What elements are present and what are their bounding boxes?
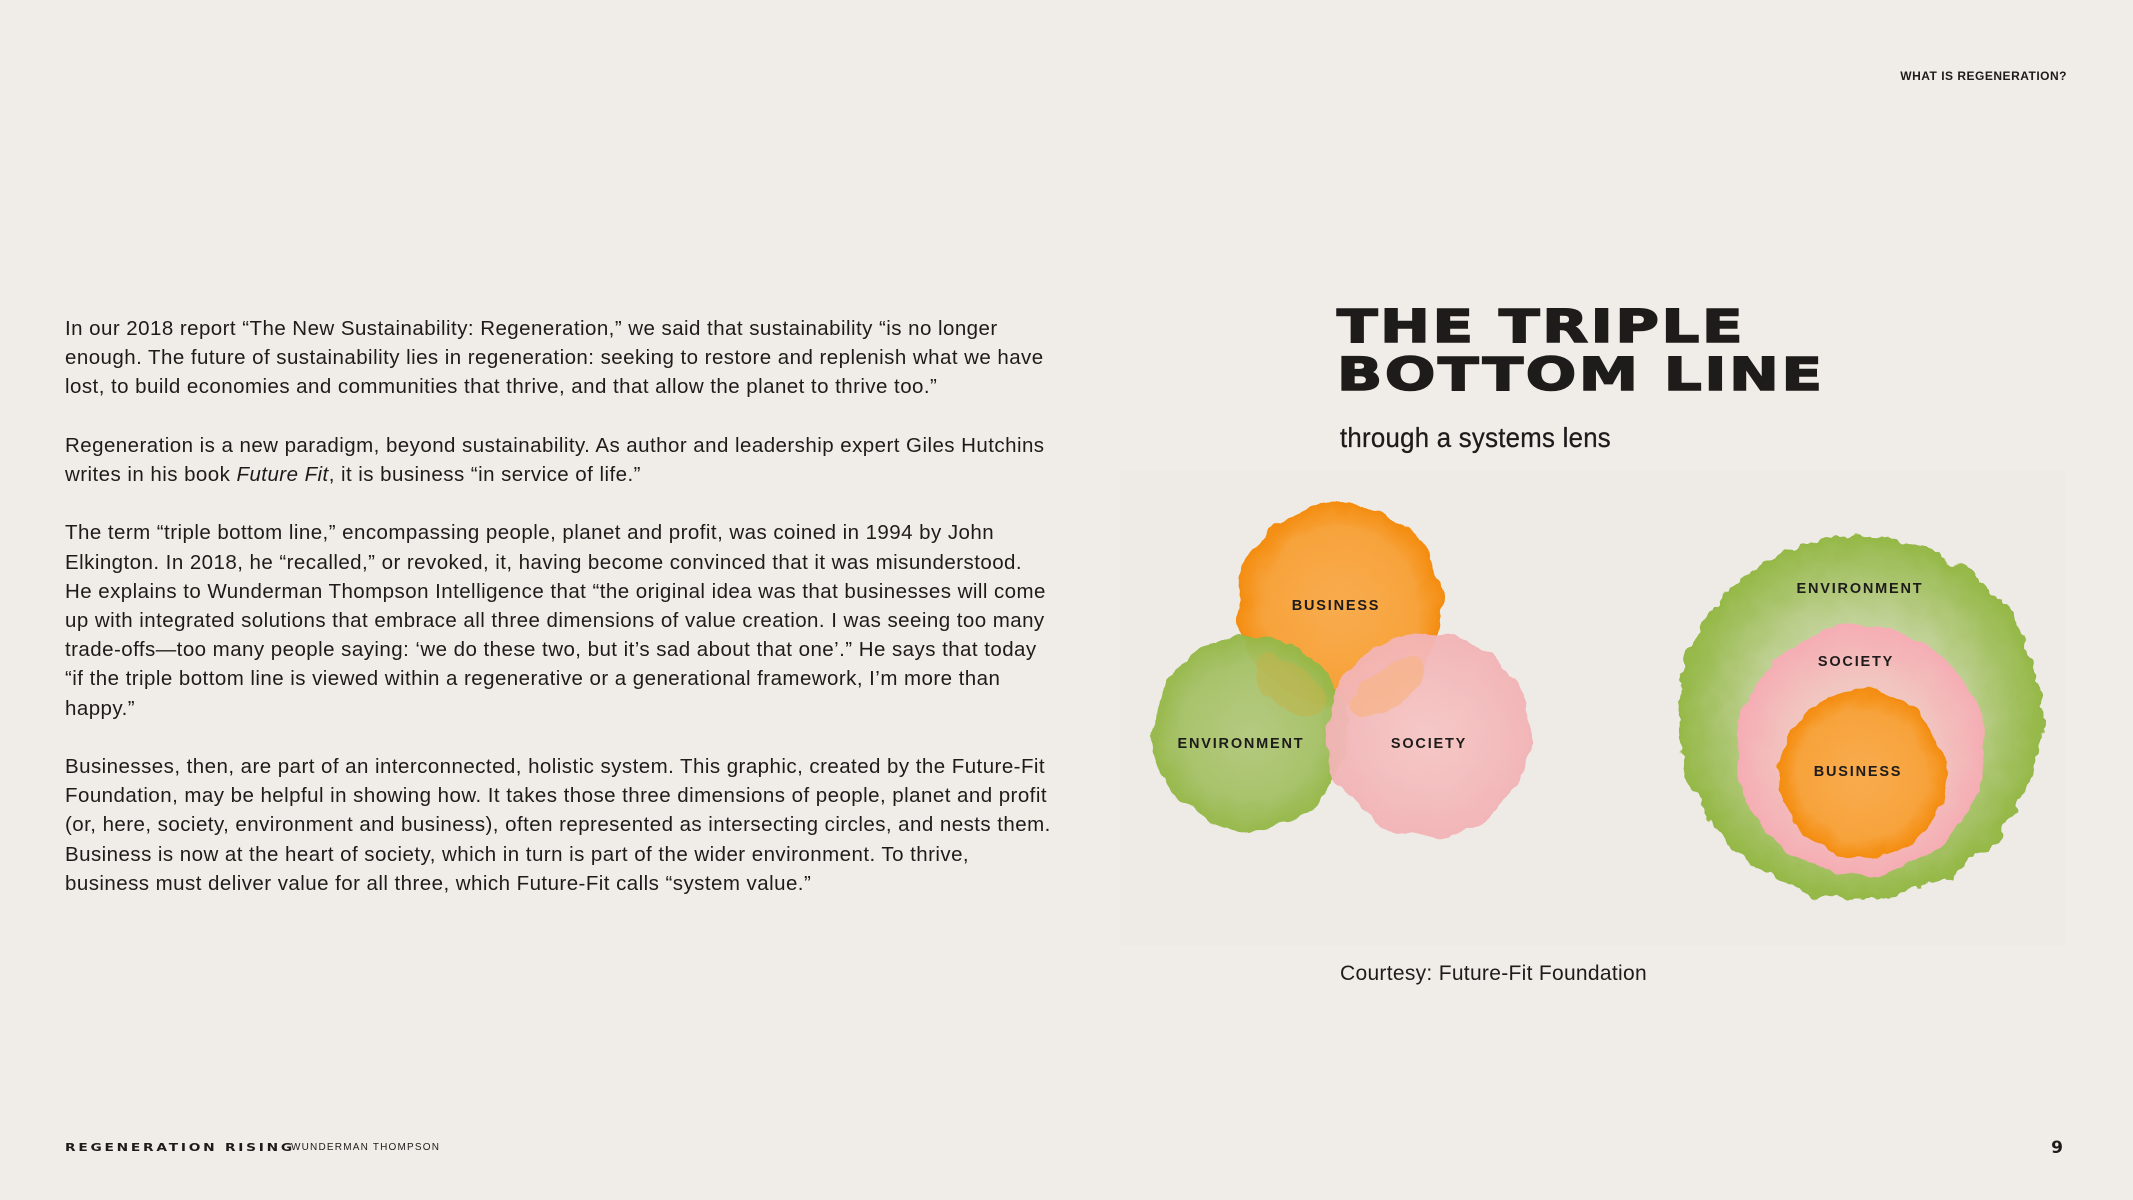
venn-diagram [1153,503,1530,837]
figure-title-line-1: THE TRIPLE [1337,300,1746,353]
venn-business-label: BUSINESS [1291,598,1381,614]
figure-title-line-2: BOTTOM LINE [1337,348,1825,401]
book-title: Future Fit [236,463,329,486]
figure-subtitle: through a systems lens [1340,422,1611,453]
nested-society-label: SOCIETY [1817,654,1895,670]
footer-brand: REGENERATION RISING [65,1141,295,1154]
figure-title [1337,300,1825,401]
venn-environment-circle [1153,635,1347,829]
paragraph-2-text-end: , it is business “in service of life.” [328,463,641,486]
figure-caption: Courtesy: Future-Fit Foundation [1340,962,1647,985]
section-label: WHAT IS REGENERATION? [1900,69,2067,83]
footer-org: WUNDERMAN THOMPSON [291,1142,441,1153]
nested-business-label: BUSINESS [1813,764,1903,780]
nested-diagram [1678,535,2042,899]
paragraph-2-text: Regeneration is a new paradigm, beyond sustainability. As author and leadership expert Giles Hutchins writes in his book [65,433,1045,486]
venn-society-label: SOCIETY [1390,736,1468,752]
paragraph-3: The term “triple bottom line,” encompassing people, planet and profit, was coined in 1994 by John Elkington. In 2018, he “recalled,” or revoked, it, having become convinced that it was misunderstood. He explains to Wunderman Thompson Intelligence that “the original idea was that businesses will come up with integrated solutions that embrace all three dimensions of value creation. I was seeing too many trade-offs—too many people saying: ‘we do these two, but it’s sad about that one’.” He says that today “if the triple bottom line is viewed within a regenerative or a generational framework, I’m more than happy.” [65,521,1046,720]
triple-bottom-line-diagram [1120,470,2065,945]
paragraph-2 [65,431,1055,489]
venn-society-circle [1326,633,1530,837]
nested-environment-label: ENVIRONMENT [1796,581,1924,597]
diagram-svg [1120,470,2065,945]
venn-environment-label: ENVIRONMENT [1177,736,1305,752]
body-text [65,314,1055,927]
page-number: 9 [2051,1138,2063,1158]
paragraph-1: In our 2018 report “The New Sustainability: Regeneration,” we said that sustainability “is no longer enough. The future of sustainability lies in regeneration: seeking to restore and replenish what we have lost, to build economies and communities that thrive, and that allow the planet to thrive too.” [65,317,1044,399]
paragraph-4: Businesses, then, are part of an interconnected, holistic system. This graphic, created by the Future-Fit Foundation, may be helpful in showing how. It takes those three dimensions of people, planet and profit (or, here, society, environment and business), often represented as intersecting circles, and nests them. Business is now at the heart of society, which in turn is part of the wider environment. To thrive, business must deliver value for all three, which Future-Fit calls “system value.” [65,755,1051,895]
